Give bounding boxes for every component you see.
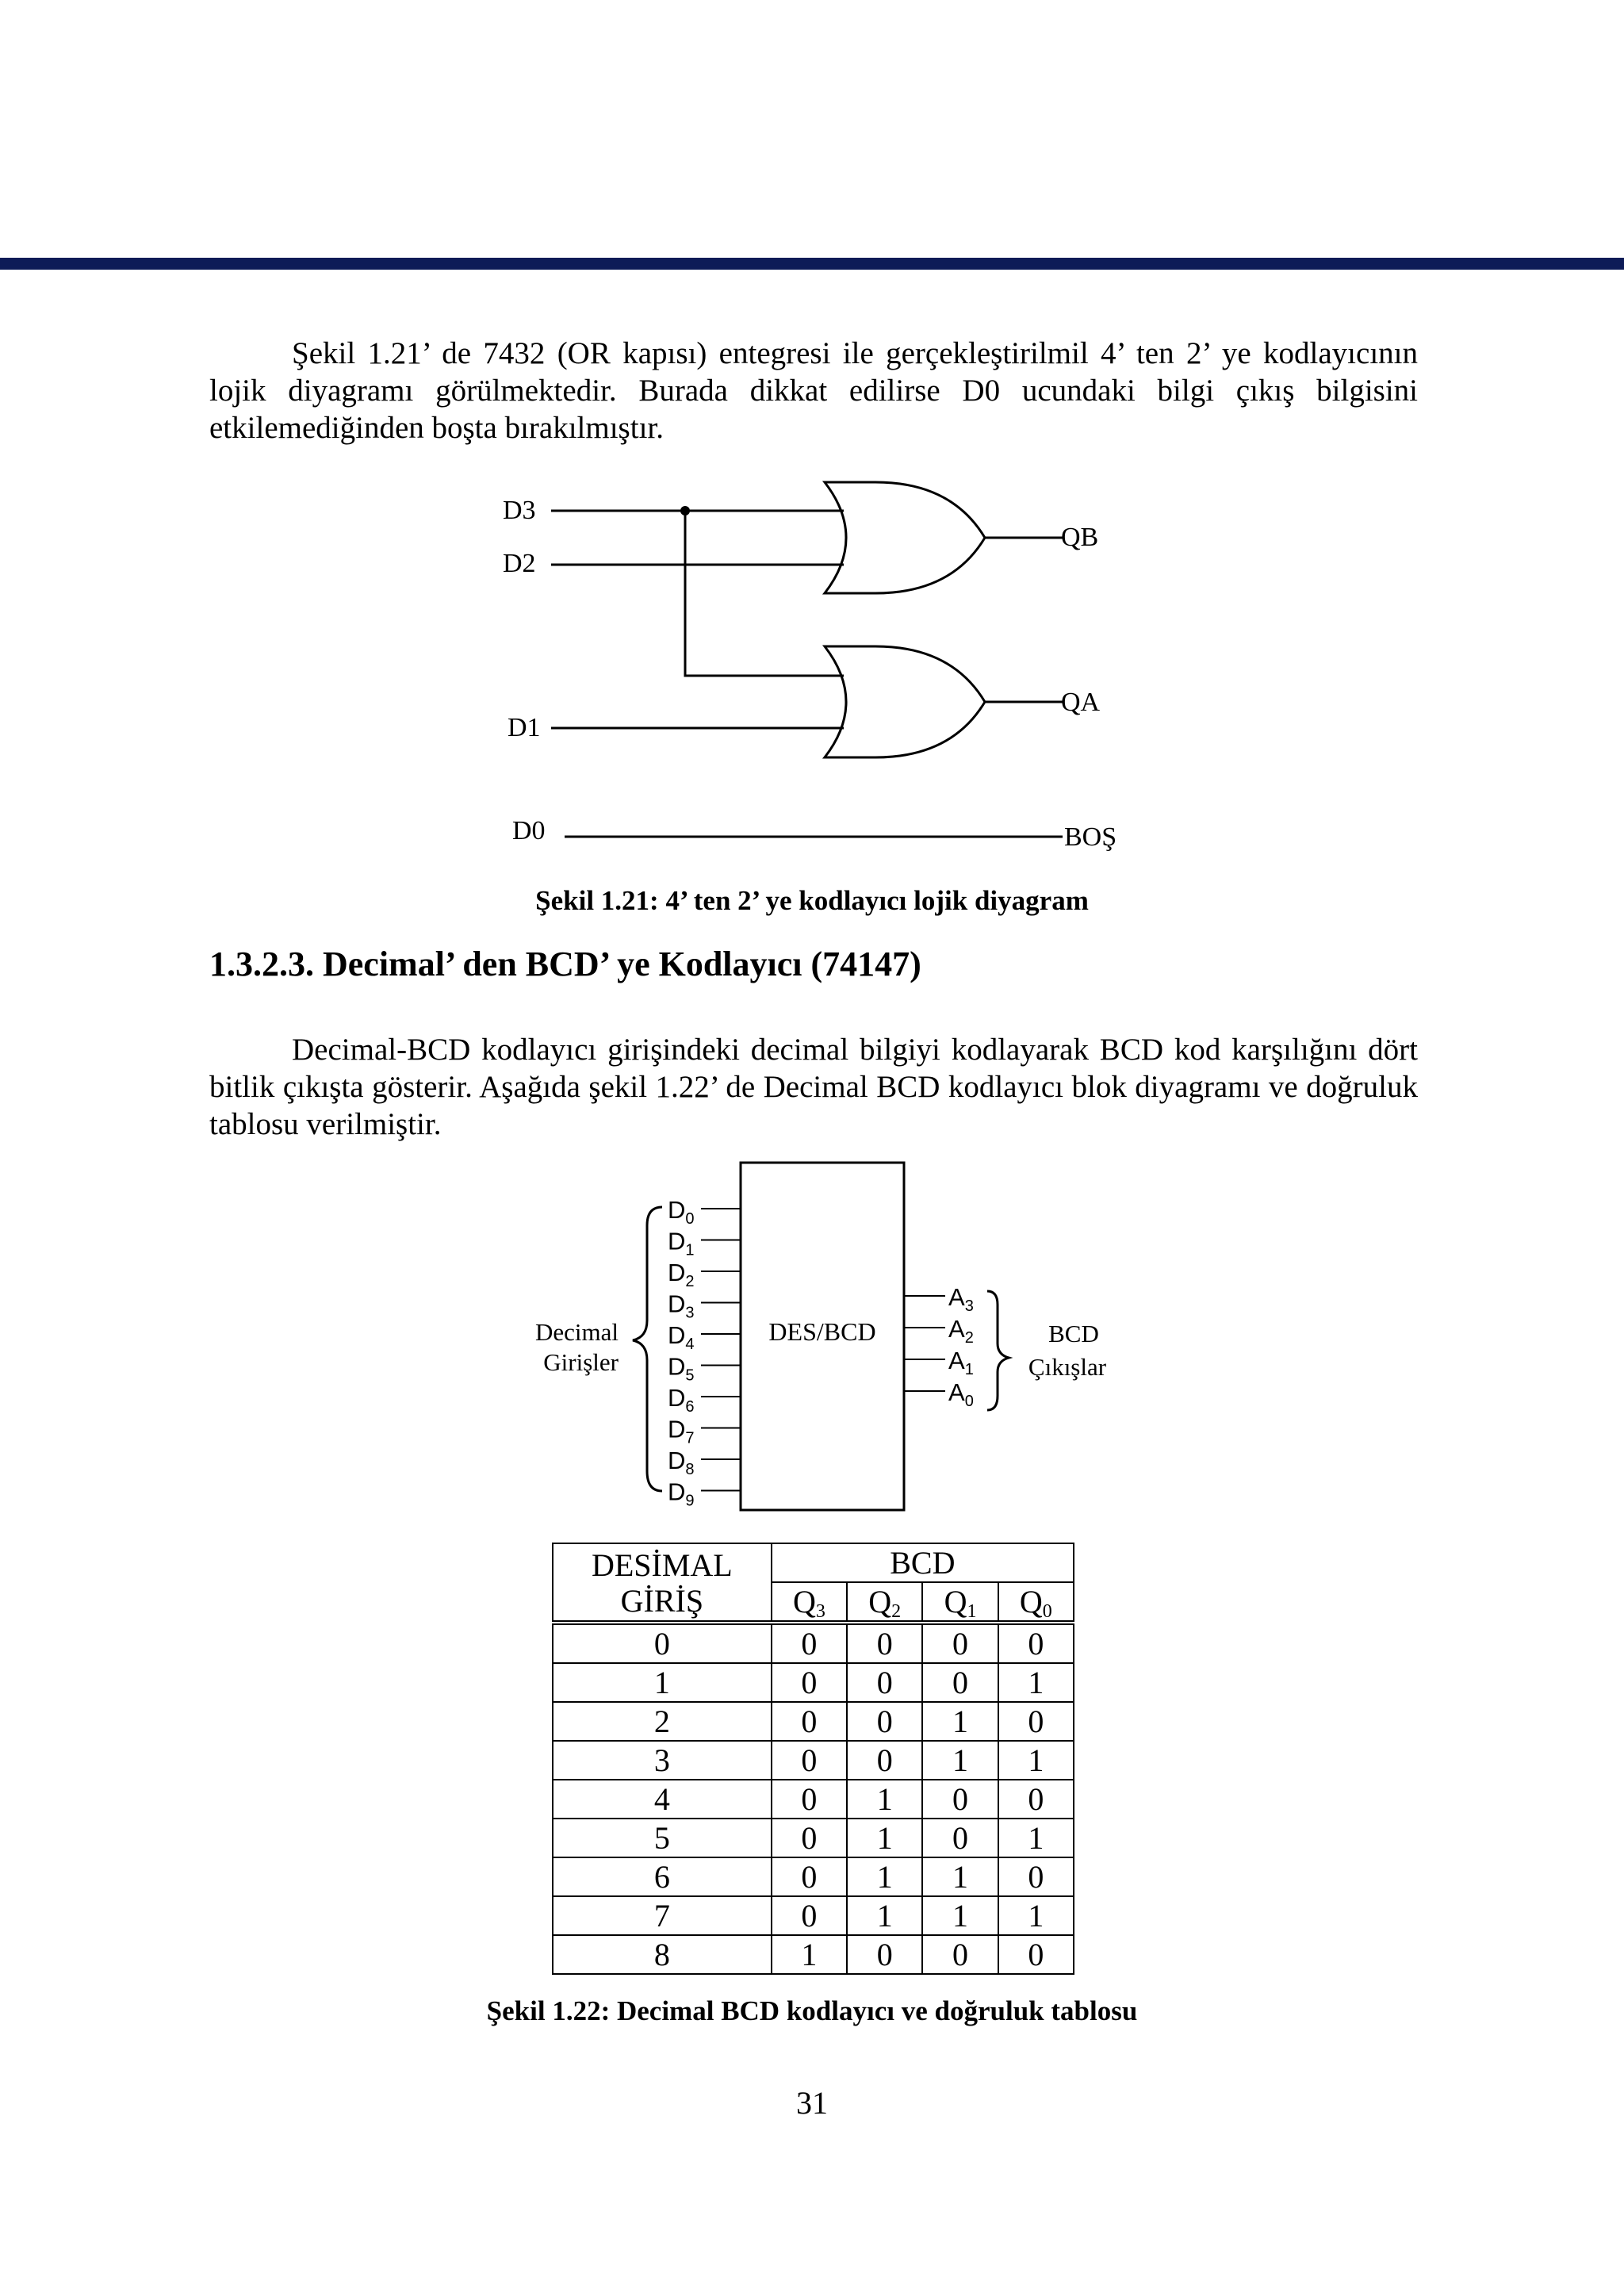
cell-bcd-bit: 0	[772, 1741, 847, 1780]
output-label-a3: $A_3$	[948, 1283, 974, 1315]
cell-bcd-bit: 1	[998, 1896, 1074, 1935]
cell-bcd-bit: 0	[772, 1702, 847, 1741]
cell-bcd-bit: 0	[847, 1623, 922, 1663]
inputs-group-label-1: Decimal	[534, 1318, 619, 1346]
label-d3: D3	[503, 496, 536, 525]
cell-decimal: 5	[553, 1819, 772, 1857]
cell-bcd-bit: 0	[847, 1935, 922, 1974]
cell-bcd-bit: 0	[772, 1623, 847, 1663]
cell-decimal: 1	[553, 1663, 772, 1702]
cell-bcd-bit: 0	[922, 1780, 998, 1819]
table-row	[553, 1896, 1074, 1935]
header-desimal-line1: DESİMAL	[591, 1547, 733, 1583]
cell-bcd-bit: 0	[772, 1663, 847, 1702]
cell-bcd-bit: 1	[847, 1819, 922, 1857]
section-heading: 1.3.2.3. Decimal’ den BCD’ ye Kodlayıcı (74147)	[209, 945, 921, 983]
cell-bcd-bit: 1	[847, 1857, 922, 1896]
input-label-d6: $D_6$	[668, 1384, 695, 1416]
label-bos: BOŞ	[1064, 822, 1117, 852]
label-qa: QA	[1061, 688, 1101, 717]
header-desimal-line2: GİRİŞ	[620, 1583, 704, 1619]
cell-bcd-bit: 0	[998, 1702, 1074, 1741]
truth-table	[552, 1543, 1074, 1975]
cell-decimal: 7	[553, 1896, 772, 1935]
input-label-d7: $D_7$	[668, 1415, 695, 1447]
figure-1-21-caption: Şekil 1.21: 4’ ten 2’ ye kodlayıcı lojik diyagram	[535, 885, 1089, 916]
table-row	[553, 1857, 1074, 1896]
cell-bcd-bit: 1	[922, 1857, 998, 1896]
cell-bcd-bit: 0	[772, 1857, 847, 1896]
inputs-brace	[633, 1207, 662, 1491]
table-row	[553, 1623, 1074, 1663]
inputs-group-label-2: Girişler	[543, 1348, 619, 1376]
des-bcd-label: DES/BCD	[768, 1317, 876, 1346]
cell-bcd-bit: 1	[847, 1780, 922, 1819]
table-row	[553, 1819, 1074, 1857]
cell-bcd-bit: 1	[922, 1702, 998, 1741]
header-q3: $Q_3$	[772, 1582, 847, 1623]
outputs-brace	[987, 1291, 1009, 1410]
label-d1: D1	[508, 713, 541, 742]
cell-bcd-bit: 0	[772, 1780, 847, 1819]
header-q0: $Q_0$	[998, 1582, 1074, 1623]
outputs-group-label-2: Çıkışlar	[1028, 1353, 1107, 1381]
page-number: 31	[796, 2085, 828, 2121]
cell-bcd-bit: 0	[847, 1663, 922, 1702]
paragraph-2-text: Decimal-BCD kodlayıcı girişindeki decimal bilgiyi kodlayarak BCD kod karşılığını dört bitlik çıkışta gösterir. Aşağıda şekil 1.22’ de Decimal BCD kodlayıcı blok diyagramı ve doğruluk tablosu verilmiştir.	[209, 1033, 1418, 1141]
cell-decimal: 0	[553, 1623, 772, 1663]
input-label-d9: $D_9$	[668, 1478, 695, 1510]
cell-bcd-bit: 1	[998, 1741, 1074, 1780]
cell-bcd-bit: 1	[772, 1935, 847, 1974]
cell-bcd-bit: 1	[922, 1896, 998, 1935]
cell-bcd-bit: 0	[998, 1623, 1074, 1663]
paragraph-1-text: Şekil 1.21’ de 7432 (OR kapısı) entegresi ile gerçekleştirilmil 4’ ten 2’ ye kodlayıcının lojik diyagramı görülmektedir. Burada dikkat edilirse D0 ucundaki bilgi çıkış bilgisini etkilemediğinden boşta bırakılmıştır.	[209, 336, 1418, 445]
cell-bcd-bit: 0	[998, 1857, 1074, 1896]
input-label-d5: $D_5$	[668, 1352, 695, 1385]
cell-bcd-bit: 0	[922, 1935, 998, 1974]
cell-decimal: 3	[553, 1741, 772, 1780]
input-label-d1: $D_1$	[668, 1227, 695, 1259]
cell-bcd-bit: 0	[772, 1819, 847, 1857]
outputs-group-label-1: BCD	[1048, 1320, 1099, 1347]
bcd-outputs	[904, 1283, 974, 1410]
input-label-d8: $D_8$	[668, 1447, 695, 1478]
cell-bcd-bit: 0	[922, 1663, 998, 1702]
cell-bcd-bit: 0	[847, 1702, 922, 1741]
cell-decimal: 2	[553, 1702, 772, 1741]
cell-bcd-bit: 0	[998, 1780, 1074, 1819]
cell-bcd-bit: 0	[772, 1896, 847, 1935]
figure-1-22-caption: Şekil 1.22: Decimal BCD kodlayıcı ve doğruluk tablosu	[486, 1995, 1138, 2026]
input-label-d0: $D_0$	[668, 1196, 695, 1228]
table-header-row-1	[553, 1543, 1074, 1582]
cell-bcd-bit: 1	[922, 1741, 998, 1780]
cell-decimal: 4	[553, 1780, 772, 1819]
input-label-d3: $D_3$	[668, 1290, 695, 1322]
table-row	[553, 1741, 1074, 1780]
cell-bcd-bit: 1	[847, 1896, 922, 1935]
cell-decimal: 8	[553, 1935, 772, 1974]
cell-bcd-bit: 0	[922, 1623, 998, 1663]
cell-bcd-bit: 0	[998, 1935, 1074, 1974]
header-q2: $Q_2$	[847, 1582, 922, 1623]
cell-bcd-bit: 0	[922, 1819, 998, 1857]
label-qb: QB	[1061, 523, 1099, 552]
input-label-d4: $D_4$	[668, 1321, 695, 1353]
label-d0: D0	[512, 816, 546, 845]
cell-bcd-bit: 0	[847, 1741, 922, 1780]
cell-bcd-bit: 1	[998, 1663, 1074, 1702]
header-desimal	[553, 1543, 772, 1623]
label-d2: D2	[503, 549, 536, 578]
output-label-a2: $A_2$	[948, 1315, 974, 1347]
input-label-d2: $D_2$	[668, 1259, 695, 1290]
decimal-inputs	[668, 1196, 741, 1510]
table-row	[553, 1935, 1074, 1974]
header-q1: $Q_1$	[922, 1582, 998, 1623]
output-label-a1: $A_1$	[948, 1347, 974, 1378]
table-row	[553, 1663, 1074, 1702]
table-row	[553, 1702, 1074, 1741]
output-label-a0: $A_0$	[948, 1378, 974, 1410]
header-bcd: BCD	[772, 1543, 1074, 1582]
cell-bcd-bit: 1	[998, 1819, 1074, 1857]
cell-decimal: 6	[553, 1857, 772, 1896]
table-row	[553, 1780, 1074, 1819]
